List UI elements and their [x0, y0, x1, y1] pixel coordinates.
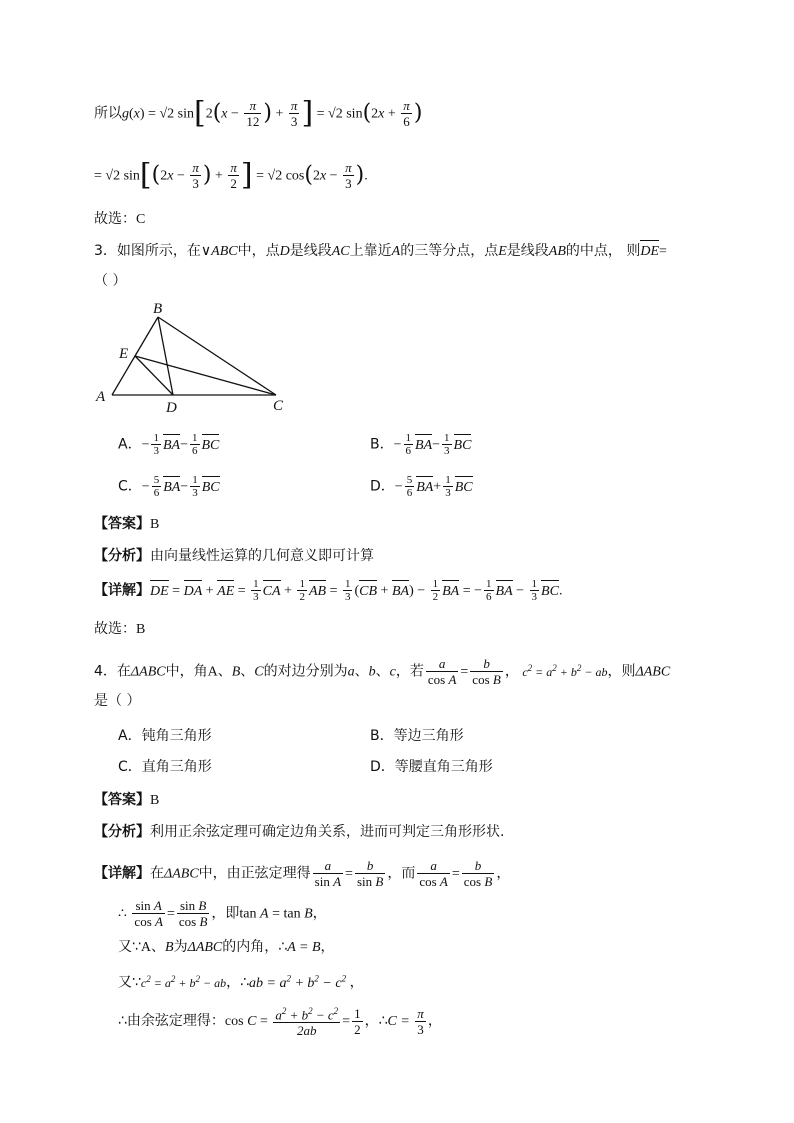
q3-option-b[interactable]: B．− $\frac{1}{6}$ BA− $\frac{1}{3}$ BC [370, 432, 472, 457]
q3-stem: 3．如图所示，在∨ABC中，点D是线段AC上靠近A的三等分点，点E是线段AB的中点， 则DE= [94, 241, 667, 262]
q4-stem: 4．在ΔABC中，角A、B、C的对边分别为a、b、c，若 $\frac{a}{\text{cos A}}$ = $\frac{b}{\text{cos B}}$ ， $c^2 = a^2 + b^2$ − ab，则ΔABC [94, 656, 671, 687]
q4-detail-5: ∴由余弦定理得：cos C = $\frac{a^2 + b^2 - c^2}{2ab}$ = $\frac{1}{2}$ ，∴C = $\frac{\pi}{3}$ ， [118, 1005, 442, 1039]
prev-solution-line-1: 所以g(x) = √2 sin[2(x − $\frac{\pi}{12}$ ) + $\frac{\pi}{3}$ ] = √2 sin(2x + $\frac{\pi}{6}$ ) [94, 95, 423, 131]
triangle-figure [92, 298, 292, 418]
q4-analysis: 【分析】利用正余弦定理可确定边角关系，进而可判定三角形形状. [94, 824, 505, 840]
q4-option-d[interactable]: D．等腰直角三角形 [370, 759, 493, 775]
q3-option-a[interactable]: A．− $\frac{1}{3}$ BA− $\frac{1}{6}$ BC [118, 432, 220, 457]
q3-final: 故选：B [94, 621, 146, 637]
q3-answer: 【答案】B [94, 516, 160, 532]
side-BC [158, 317, 276, 395]
q4-answer: 【答案】B [94, 792, 160, 808]
q3-detail: 【详解】DE = DA + AE = $\frac{1}{3}$ CA + $\frac{1}{2}$ AB = $\frac{1}{3}$ (CB + BA) − $\frac{1}{2}$ BA = − $\frac{1}{6}$ BA − $\frac{1}{3}$ BC. [94, 578, 563, 603]
q3-analysis: 【分析】由向量线性运算的几何意义即可计算 [94, 548, 374, 564]
q4-stem-2: 是（ ） [94, 693, 141, 709]
q3-option-c[interactable]: C．− $\frac{5}{6}$ BA− $\frac{1}{3}$ BC [118, 474, 220, 499]
label-C: C [273, 398, 284, 414]
q4-detail-2: ∴ $\frac{\text{sin A}}{\text{cos A}}$ = $\frac{\text{sin B}}{\text{cos B}}$ ，即tan A = tan B， [118, 898, 327, 929]
segment-EC [135, 356, 276, 395]
label-D: D [166, 400, 177, 416]
label-A: A [96, 389, 106, 405]
q4-option-c[interactable]: C．直角三角形 [118, 759, 212, 775]
q3-paren: （ ） [94, 273, 127, 289]
q3-option-d[interactable]: D．− $\frac{5}{6}$ BA+ $\frac{1}{3}$ BC [370, 474, 473, 499]
label-E: E [119, 346, 129, 362]
q4-detail-4: 又$\because c^2 = a^2 + b^2$ − ab，∴ab = $a^2 + b^2 - c^2$ ， [118, 973, 364, 991]
q4-option-a[interactable]: A．钝角三角形 [118, 728, 212, 744]
q4-detail-3: 又∵A、B为ΔABC的内角，∴A = B， [118, 939, 335, 955]
segment-BD [158, 317, 173, 395]
label-B: B [153, 301, 163, 317]
prev-answer: 故选：C [94, 211, 146, 227]
prev-solution-line-2: = √2 sin[(2x − $\frac{\pi}{3}$ ) + $\frac{\pi}{2}$ ] = √2 cos(2x − $\frac{\pi}{3}$ ). [94, 157, 368, 193]
q4-option-b[interactable]: B．等边三角形 [370, 728, 464, 744]
q4-detail-1: 【详解】在ΔABC中，由正弦定理得 $\frac{a}{\text{sin A}}$ = $\frac{b}{\text{sin B}}$ ，而 $\frac{a}{\text{cos A}}$ = $\frac{b}{\text{cos B}}$ ， [94, 858, 511, 889]
